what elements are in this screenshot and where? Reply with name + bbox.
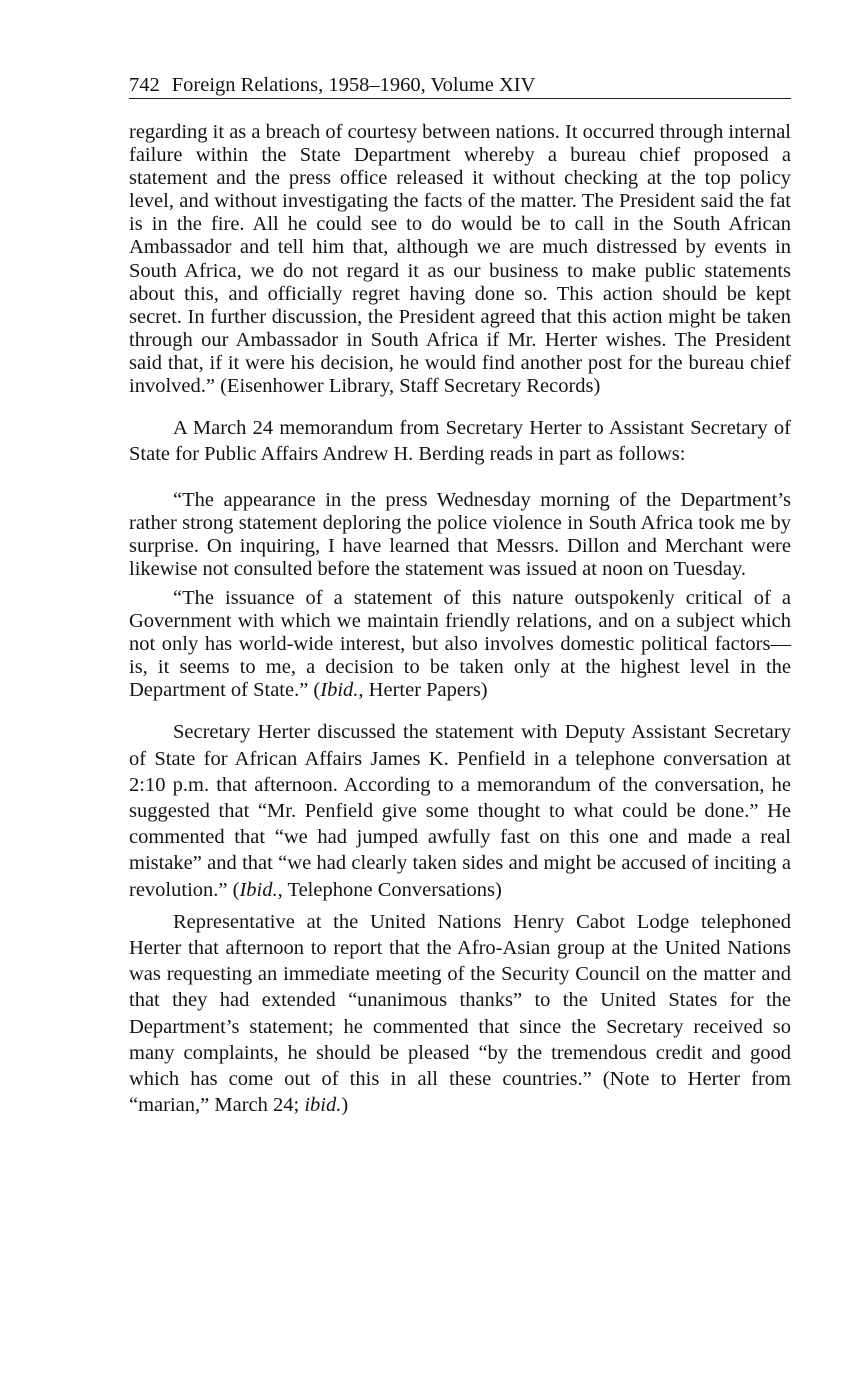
quote-text: “The issuance of a statement of this nature outspokenly critical of a Government with which we maintain friendly relations, and on a subject which not only has world-wide interest, but also involves domestic political factors—is, it seems to me, a decision to be taken only at the highest level in the Department of State.” (	[129, 586, 791, 702]
volume-title: Foreign Relations, 1958–1960, Volume XIV	[171, 74, 536, 96]
body-paragraph-penfield	[129, 719, 791, 902]
document-page	[129, 72, 791, 1118]
running-header	[129, 72, 791, 99]
citation-ibid: Ibid.	[239, 878, 278, 901]
paragraph-text: Representative at the United Nations Henry Cabot Lodge telephoned Herter that afternoon to report that the Afro-Asian group at the United Nations was requesting an immediate meeting of the Security Council on the matter and that they had extended “unanimous thanks” to the United States for the Department’s statement; he commented that since the Secretary received so many complaints, he should be pleased “by the tremendous credit and good which has come out of this in all these countries.” (Note to Herter from “marian,” March 24;	[129, 910, 791, 1117]
paragraph-text: Secretary Herter discussed the statement with Deputy Assistant Secretary of State for African Affairs James K. Penfield in a telephone conversation at 2:10 p.m. that afternoon. According to a memorandum of the conversation, he suggested that “Mr. Penfield give some thought to what could be done.” He commented that “we had jumped awfully fast on this one and made a real mistake” and that “we had clearly taken sides and might be accused of inciting a revolution.” (	[129, 721, 791, 901]
body-paragraph-lodge	[129, 909, 791, 1119]
body-paragraph-memorandum: A March 24 memorandum from Secretary Herter to Assistant Secretary of State for Public Affairs Andrew H. Berding reads in part as follows:	[129, 417, 791, 466]
citation-ibid: Ibid.	[320, 679, 359, 702]
page-number: 742	[129, 74, 160, 96]
block-quote-paragraph-1: “The appearance in the press Wednesday morning of the Department’s rather strong statement deploring the police violence in South Africa took me by surprise. On inquiring, I have learned that Messrs. Dillon and Merchant were likewise not consulted before the statement was issued at noon on Tuesday.	[129, 488, 791, 580]
quoted-paragraph-continued: regarding it as a breach of courtesy between nations. It occurred through internal failure within the State Department whereby a bureau chief proposed a statement and the press office released it without checking at the top policy level, and without investigating the facts of the matter. The President said the fat is in the fire. All he could see to do would be to call in the South African Ambassador and tell him that, although we are much distressed by events in South Africa, we do not regard it as our business to make public statements about this, and officially regret having done so. This action should be kept secret. In further discussion, the President agreed that this action might be taken through our Ambassador in South Africa if Mr. Herter wishes. The President said that, if it were his decision, he would find another post for the bureau chief involved.” (Eisenhower Library, Staff Secretary Records)	[129, 121, 792, 398]
block-quote-paragraph-2	[129, 587, 791, 702]
citation-source: , Telephone Conversations)	[277, 878, 502, 901]
citation-ibid: ibid.	[304, 1094, 342, 1117]
citation-source: , Herter Papers)	[358, 679, 488, 702]
citation-source: )	[341, 1094, 349, 1117]
